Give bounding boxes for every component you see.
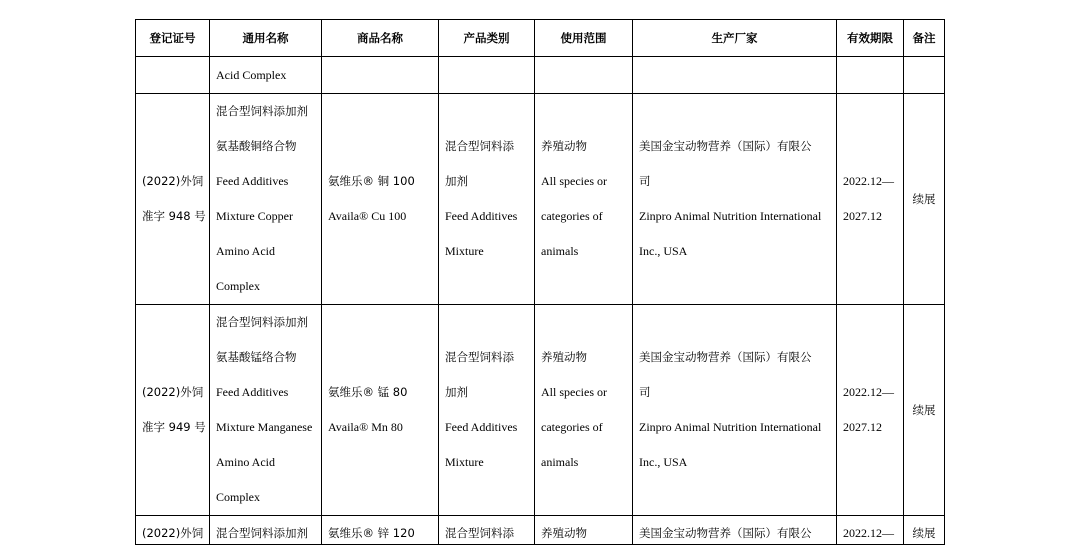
- text-line: 续展: [912, 402, 936, 417]
- text-line: All species or: [541, 174, 607, 188]
- text-line: Mixture: [445, 244, 484, 258]
- text-line: Mixture Manganese: [216, 420, 313, 434]
- cell-manufacturer: [633, 516, 837, 545]
- cell-category: [439, 305, 535, 516]
- cell-validity: [837, 94, 904, 305]
- cell-remark: [904, 305, 945, 516]
- text-line: animals: [541, 455, 579, 469]
- text-line: 2022.12—: [843, 174, 894, 188]
- registration-table: [135, 19, 945, 545]
- text-line: animals: [541, 244, 579, 258]
- text-line: 续展: [912, 191, 936, 206]
- header-category: 产品类别: [439, 20, 535, 57]
- text-line: Availa® Mn 80: [328, 420, 403, 434]
- text-line: 2022.12—: [843, 526, 894, 540]
- cell-remark: [904, 516, 945, 545]
- cell-generic-name-tail: [210, 57, 322, 94]
- cell-scope: [535, 516, 633, 545]
- cell-empty: [633, 57, 837, 94]
- cell-trade-name: [322, 305, 439, 516]
- text-line: 2022.12—: [843, 385, 894, 399]
- table-row: [136, 516, 945, 545]
- text-line: Acid Complex: [216, 68, 287, 82]
- cell-scope: [535, 305, 633, 516]
- text-line: Mixture: [445, 455, 484, 469]
- text-line: categories of: [541, 420, 603, 434]
- text-line: 混合型饲料添加剂: [216, 526, 308, 540]
- text-line: Mixture Copper: [216, 209, 293, 223]
- cell-empty: [837, 57, 904, 94]
- cell-validity: [837, 516, 904, 545]
- text-line: 养殖动物: [541, 526, 587, 540]
- cell-empty: [439, 57, 535, 94]
- text-line: 美国金宝动物营养（国际）有限公: [639, 350, 812, 364]
- header-row: [136, 20, 945, 57]
- cell-category: [439, 94, 535, 305]
- text-line: Availa® Cu 100: [328, 209, 407, 223]
- text-line: Complex: [216, 490, 260, 504]
- text-line: 氨维乐® 铜 100: [328, 174, 415, 188]
- text-line: (2022)外饲: [142, 174, 204, 188]
- text-line: All species or: [541, 385, 607, 399]
- table-row: [136, 305, 945, 516]
- text-line: 氨维乐® 锰 80: [328, 385, 408, 399]
- cell-empty: [136, 57, 210, 94]
- text-line: Zinpro Animal Nutrition International: [639, 420, 822, 434]
- text-line: 养殖动物: [541, 350, 587, 364]
- text-line: categories of: [541, 209, 603, 223]
- text-line: 氨维乐® 锌 120: [328, 526, 415, 540]
- text-line: 混合型饲料添加剂: [216, 315, 308, 329]
- cell-scope: [535, 94, 633, 305]
- text-line: 续展: [912, 526, 936, 540]
- cell-trade-name: [322, 94, 439, 305]
- cell-generic-name: [210, 305, 322, 516]
- text-line: 养殖动物: [541, 139, 587, 153]
- cell-empty: [322, 57, 439, 94]
- header-remark: 备注: [904, 20, 945, 57]
- cell-trade-name: [322, 516, 439, 545]
- cell-reg-no: [136, 94, 210, 305]
- cell-validity: [837, 305, 904, 516]
- text-line: 美国金宝动物营养（国际）有限公: [639, 139, 812, 153]
- cell-generic-name: [210, 94, 322, 305]
- text-line: Complex: [216, 279, 260, 293]
- header-generic-name: 通用名称: [210, 20, 322, 57]
- text-line: 混合型饲料添加剂: [216, 104, 308, 118]
- cell-generic-name: [210, 516, 322, 545]
- table-row: [136, 94, 945, 305]
- text-line: 美国金宝动物营养（国际）有限公: [639, 526, 812, 540]
- cell-manufacturer: [633, 94, 837, 305]
- header-manufacturer: 生产厂家: [633, 20, 837, 57]
- text-line: 加剂: [445, 174, 468, 188]
- text-line: 混合型饲料添: [445, 139, 514, 153]
- text-line: 准字 948 号: [142, 209, 206, 223]
- cell-reg-no: [136, 516, 210, 545]
- text-line: 2027.12: [843, 420, 882, 434]
- text-line: 加剂: [445, 385, 468, 399]
- cell-empty: [535, 57, 633, 94]
- text-line: 氨基酸锰络合物: [216, 350, 297, 364]
- cell-category: [439, 516, 535, 545]
- header-scope: 使用范围: [535, 20, 633, 57]
- text-line: Amino Acid: [216, 455, 275, 469]
- header-reg-no: 登记证号: [136, 20, 210, 57]
- text-line: (2022)外饲: [142, 526, 204, 540]
- cell-remark: [904, 94, 945, 305]
- text-line: Inc., USA: [639, 455, 688, 469]
- text-line: 2027.12: [843, 209, 882, 223]
- text-line: Feed Additives: [216, 174, 289, 188]
- header-validity: 有效期限: [837, 20, 904, 57]
- cell-reg-no: [136, 305, 210, 516]
- text-line: Amino Acid: [216, 244, 275, 258]
- text-line: Feed Additives: [445, 209, 518, 223]
- text-line: 司: [639, 385, 651, 399]
- text-line: 混合型饲料添: [445, 350, 514, 364]
- header-trade-name: 商品名称: [322, 20, 439, 57]
- text-line: 氨基酸铜络合物: [216, 139, 297, 153]
- text-line: Feed Additives: [445, 420, 518, 434]
- continuation-row: [136, 57, 945, 94]
- text-line: (2022)外饲: [142, 385, 204, 399]
- cell-empty: [904, 57, 945, 94]
- text-line: Feed Additives: [216, 385, 289, 399]
- text-line: 司: [639, 174, 651, 188]
- text-line: Zinpro Animal Nutrition International: [639, 209, 822, 223]
- cell-manufacturer: [633, 305, 837, 516]
- text-line: 混合型饲料添: [445, 526, 514, 540]
- text-line: 准字 949 号: [142, 420, 206, 434]
- text-line: Inc., USA: [639, 244, 688, 258]
